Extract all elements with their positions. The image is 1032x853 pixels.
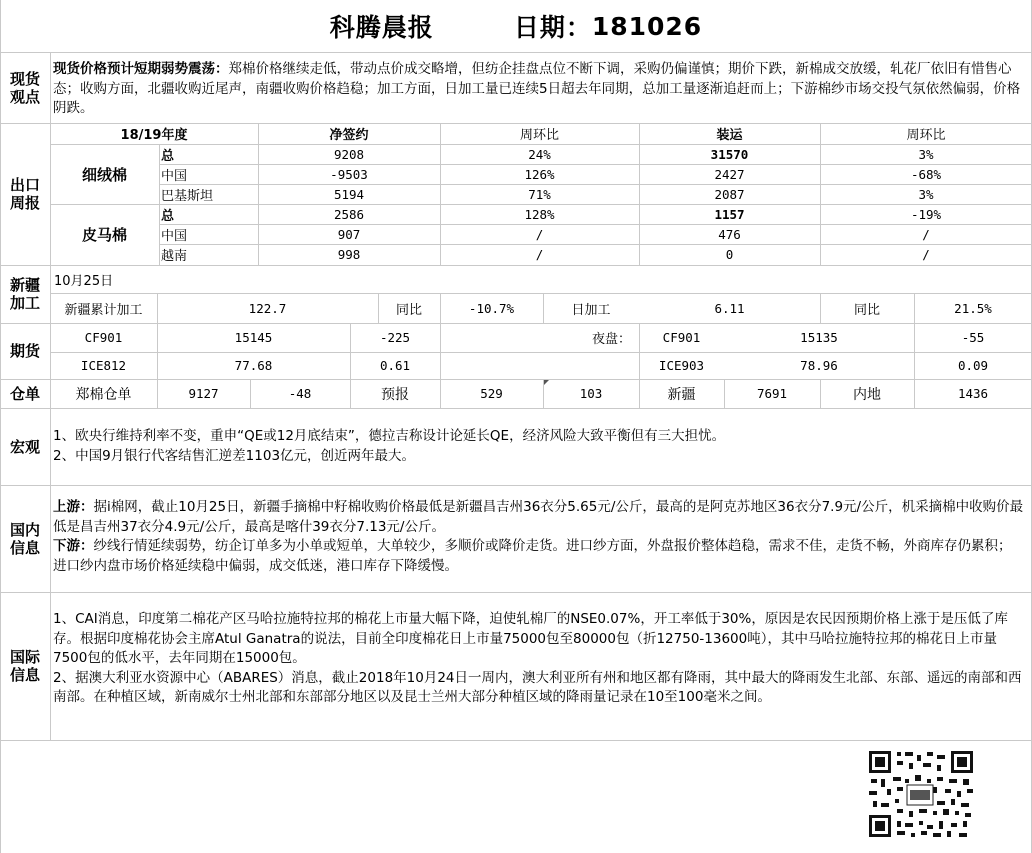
section-label-macro: 宏观 — [9, 437, 40, 456]
futures-night-name: CF901 — [662, 330, 701, 345]
export-row-item: 中国 — [161, 228, 188, 244]
export-cell: 907 — [337, 226, 361, 242]
group-upland-cotton: 细绒棉 — [81, 165, 127, 184]
export-cell: / — [922, 247, 930, 262]
xinjiang-date: 10月25日 — [54, 273, 114, 289]
futures-name: CF901 — [84, 330, 123, 345]
xinjiang-cum-value: 122.7 — [248, 300, 287, 316]
export-cell: -68% — [910, 166, 942, 182]
futures-night-name: ICE903 — [658, 358, 705, 373]
spot-view-text: 现货价格预计短期弱势震荡：郑棉价格继续走低，带动点价成交略增，但纺企挂盘点位不断下调，采购仍偏谨慎；期价下跌，新棉成交放缓，轧花厂依旧有惜售心态；收购方面，北疆收购近尾声，南疆收购价格趋稳；加工方面，日加工量已连续5日超去年同期，总加工量逐渐追赶而上；下游棉纱市场交投气氛依然偏弱，价格阴跌。 — [53, 61, 1021, 116]
export-header-signed-wow: 周环比 — [519, 128, 559, 143]
futures-night-change: 0.09 — [957, 358, 989, 373]
international-item: 2、据澳大利亚水资源中心（ABARES）消息，截止2018年10月24日一周内，澳大利亚所有州和地区都有降雨，其中最大的降雨发生北部、东部、遥远的南部和西南部。在种植区域，新南威尔士州北部和东部部分地区以及昆士兰州大部分种植区域的降雨量记录在10至100毫米之间。 — [53, 669, 1022, 705]
xinjiang-daily-yoy-value: 21.5% — [954, 300, 992, 316]
export-cell: / — [535, 247, 544, 262]
inland-warehouse-label: 内地 — [853, 386, 881, 403]
export-cell: 24% — [528, 146, 551, 162]
futures-change: 0.61 — [379, 358, 411, 373]
warehouse-change: -48 — [288, 386, 312, 401]
export-cell: 71% — [528, 186, 551, 202]
forecast-label: 预报 — [381, 386, 409, 403]
export-cell: 2087 — [714, 186, 745, 202]
international-news — [53, 610, 1024, 708]
export-cell: -19% — [910, 206, 942, 222]
futures-change: -225 — [379, 330, 411, 345]
export-cell: / — [922, 226, 930, 242]
section-label-xinjiang: 新疆 加工 — [9, 276, 40, 312]
export-cell: 5194 — [333, 186, 365, 202]
export-row-item: 巴基斯坦 — [161, 188, 214, 204]
macro-item: 2、中国9月银行代客结售汇逆差1103亿元，创近两年最大。 — [53, 447, 416, 464]
night-session-label: 夜盘： — [591, 332, 631, 347]
xinjiang-daily-value: 6.11 — [714, 300, 745, 316]
export-cell: 0 — [725, 247, 734, 262]
qr-code-icon — [867, 749, 975, 839]
xinjiang-daily-yoy-label: 同比 — [853, 302, 880, 318]
macro-item: 1、欧央行维持利率不变，重申“QE或12月底结束”，德拉吉称设计论延长QE，经济风险大致平衡但有三大担忧。 — [53, 428, 726, 444]
export-cell: / — [535, 226, 544, 242]
export-cell: 31570 — [710, 146, 749, 162]
xinjiang-yoy-value: -10.7% — [468, 300, 515, 316]
export-row-item: 总 — [161, 208, 175, 224]
export-cell: 126% — [524, 166, 555, 182]
export-row-item: 中国 — [161, 168, 188, 184]
export-row-item: 越南 — [161, 249, 188, 264]
warehouse-label: 郑棉仓单 — [75, 386, 132, 403]
section-label-international: 国际 信息 — [9, 648, 40, 684]
xinjiang-warehouse-label: 新疆 — [667, 386, 696, 403]
export-cell: 1157 — [714, 206, 745, 222]
export-header-signed: 净签约 — [329, 128, 369, 143]
domestic-news — [53, 498, 1024, 576]
export-row-item: 总 — [161, 148, 175, 164]
futures-price: 77.68 — [234, 358, 273, 373]
warehouse-value: 9127 — [188, 386, 219, 401]
export-cell: 3% — [918, 186, 934, 202]
international-item: 1、CAI消息，印度第二棉花产区马哈拉施特拉邦的棉花上市量大幅下降，迫使轧棉厂的NSE0.07%，开工率低于30%，原因是农民因预期价格上涨于是压低了库存。根据印度棉花协会主席Atul Ganatra的说法，目前全印度棉花日上市量75000包至80000包（折12750-13600吨），其中马哈拉施特拉邦的棉花日上市量7500包的低水平，去年同期在15000包。 — [53, 611, 1008, 666]
export-cell: 2427 — [714, 166, 745, 182]
xinjiang-cum-label: 新疆累计加工 — [64, 302, 143, 318]
report-title — [0, 0, 1032, 52]
domestic-upstream: 上游：据i棉网，截止10月25日，新疆手摘棉中籽棉收购价格最低是新疆昌吉州36衣分5.65元/公斤，最高的是阿克苏地区36衣分7.9元/公斤，机采摘棉中收购价最低是昌吉州37衣分4.9元/公斤，最高是喀什39衣分7.13元/公斤。 — [53, 499, 1024, 535]
export-header-season: 18/19年度 — [120, 128, 188, 143]
forecast-value: 529 — [480, 386, 503, 401]
futures-night-price: 78.96 — [800, 358, 838, 373]
inland-warehouse-value: 1436 — [957, 386, 989, 401]
date-label: 日期： — [513, 13, 592, 42]
macro-news — [53, 427, 1024, 466]
section-label-spot: 现货 观点 — [9, 69, 40, 106]
report-date: 181026 — [591, 11, 703, 41]
export-header-shipment-wow: 周环比 — [906, 128, 946, 143]
futures-night-change: -55 — [961, 330, 985, 345]
futures-price: 15145 — [234, 330, 273, 345]
section-label-domestic: 国内 信息 — [9, 520, 40, 557]
section-label-futures: 期货 — [9, 342, 40, 360]
export-cell: 998 — [337, 247, 361, 262]
export-cell: 476 — [718, 226, 741, 242]
xinjiang-daily-label: 日加工 — [571, 302, 611, 318]
export-cell: 2586 — [333, 206, 365, 222]
domestic-downstream: 下游：纱线行情延续弱势，纺企订单多为小单或短单，大单较少，多顺价或降价走货。进口纱方面，外盘报价整体趋稳，需求不佳，走货不畅，外商库存仍累积；进口纱内盘市场价格延续稳中偏弱，成交低迷，港口库存下降缓慢。 — [53, 538, 1012, 574]
xinjiang-yoy-label: 同比 — [395, 302, 422, 318]
futures-night-price: 15135 — [800, 330, 838, 345]
report-name: 科腾晨报 — [329, 13, 434, 42]
futures-name: ICE812 — [80, 358, 127, 373]
forecast-change: 103 — [579, 386, 603, 401]
export-cell: -9503 — [330, 166, 368, 182]
export-header-shipment: 装运 — [716, 128, 743, 143]
section-label-export: 出口 周报 — [9, 176, 40, 212]
export-cell: 3% — [918, 146, 934, 162]
export-cell: 128% — [524, 206, 555, 222]
xinjiang-warehouse-value: 7691 — [756, 386, 788, 401]
section-label-warehouse: 仓单 — [9, 384, 40, 403]
export-cell: 9208 — [333, 146, 365, 162]
group-pima-cotton: 皮马棉 — [81, 226, 127, 244]
